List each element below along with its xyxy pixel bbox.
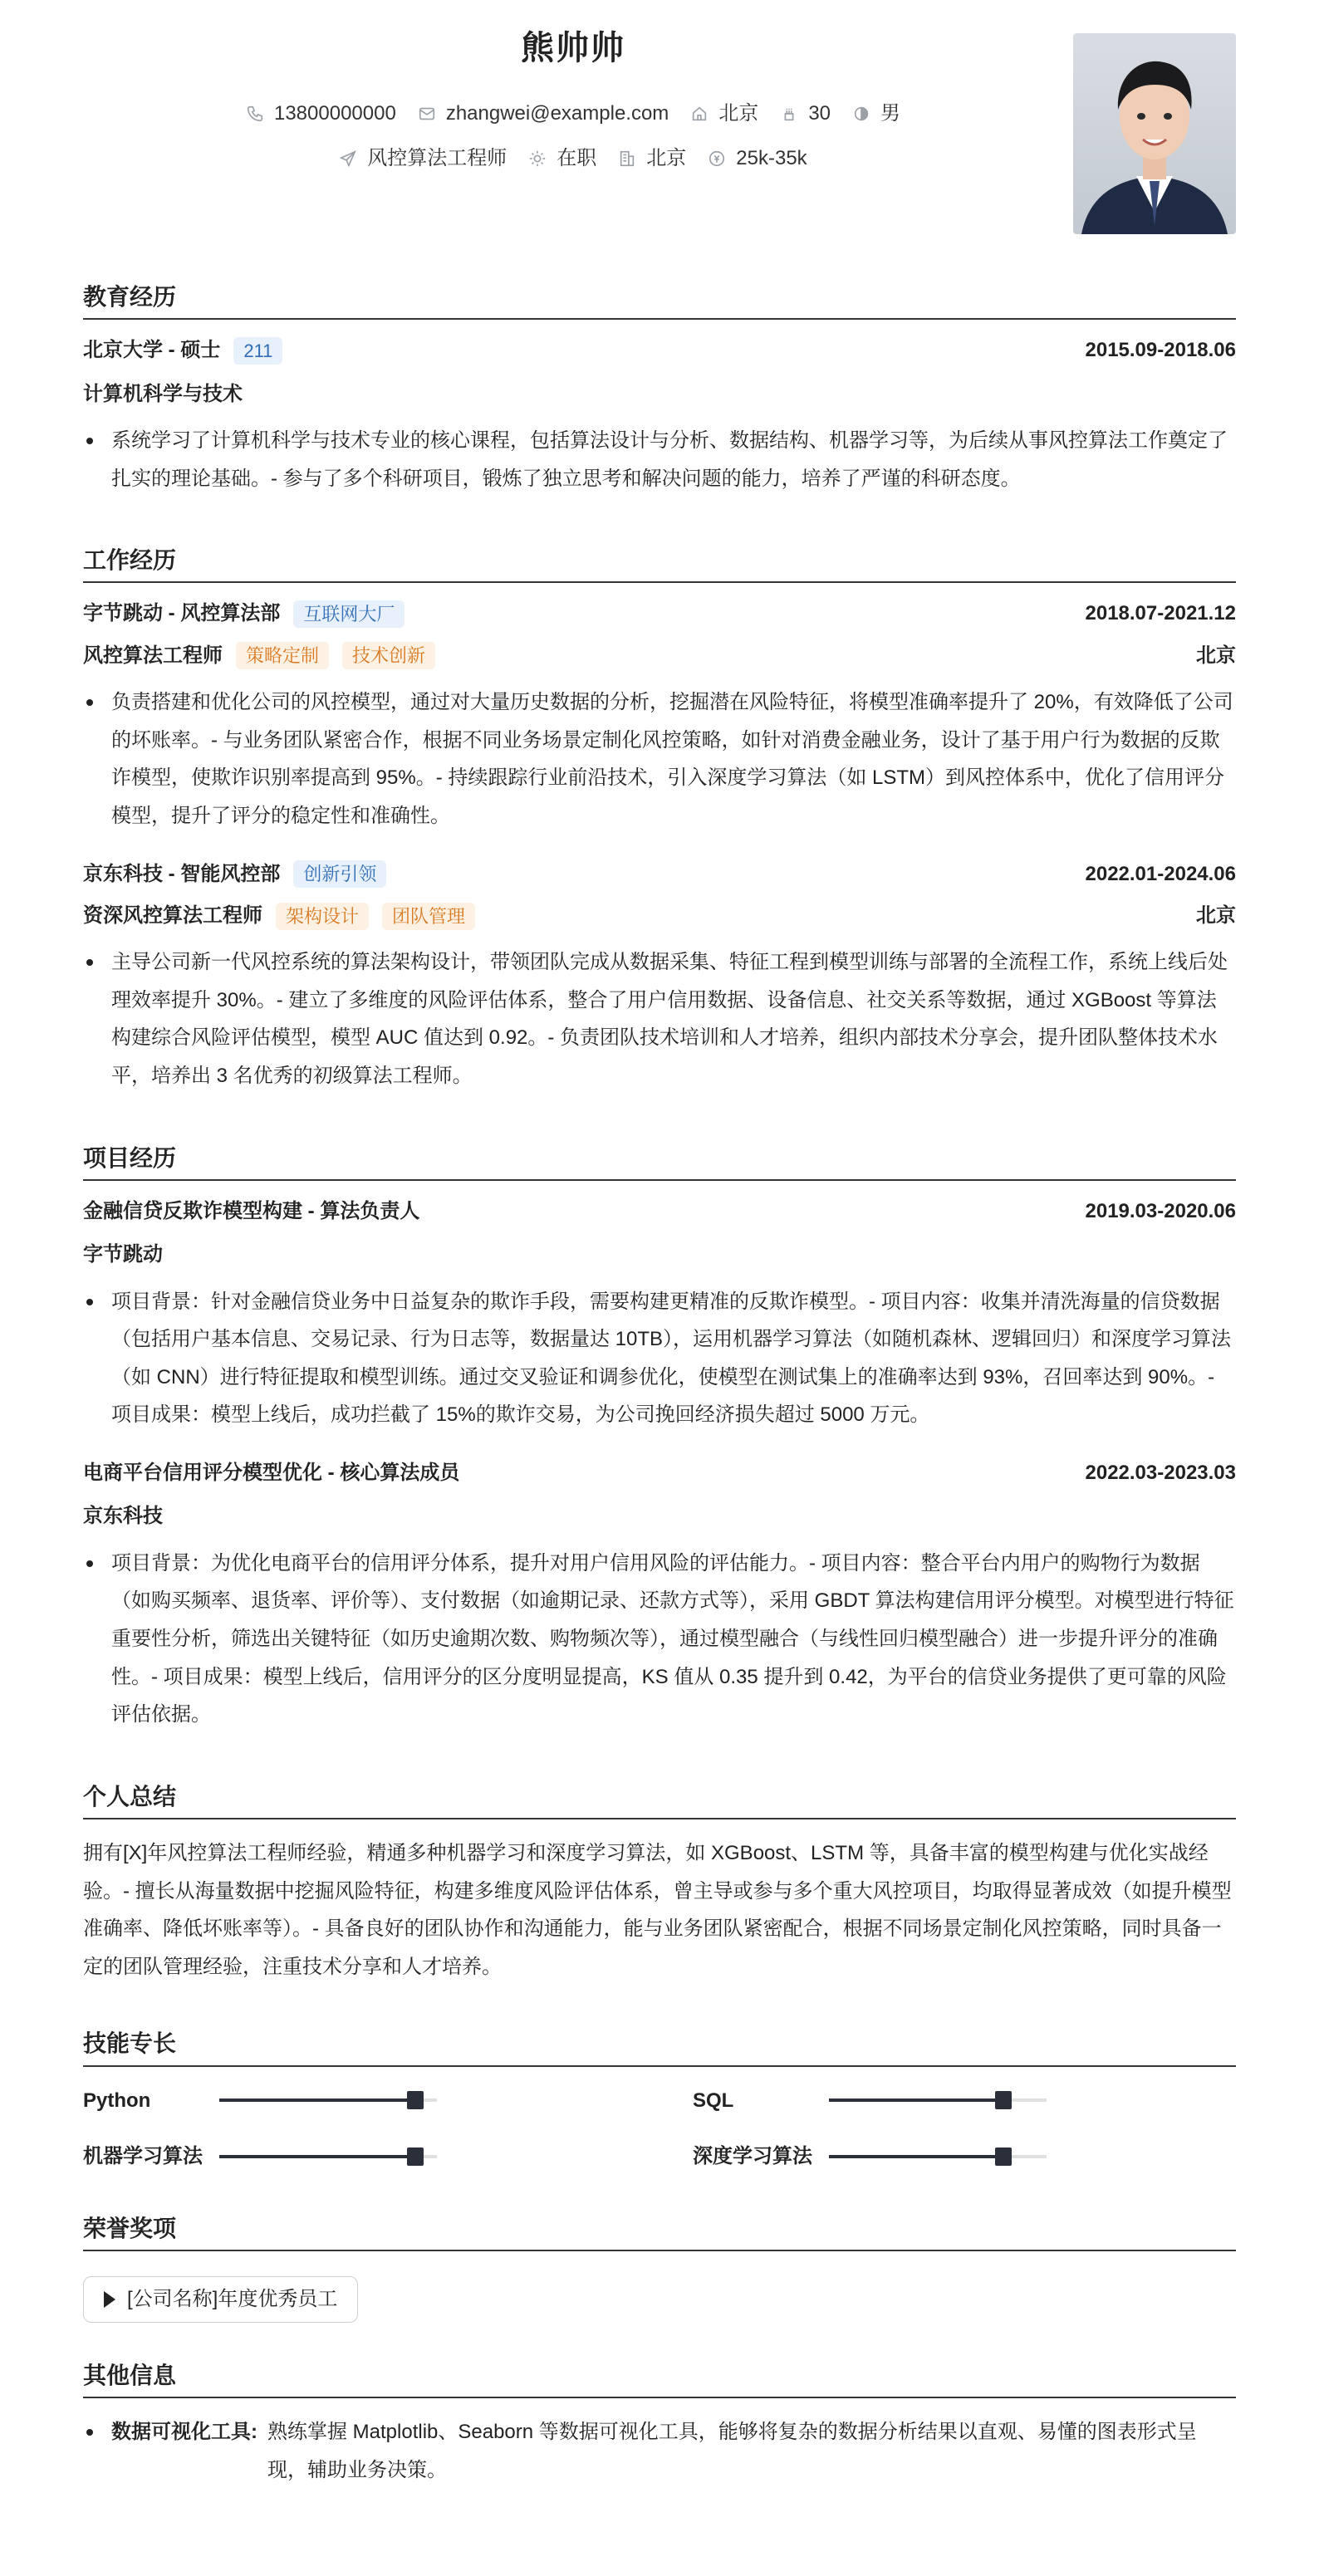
summary-text: 拥有[X]年风控算法工程师经验，精通多种机器学习和深度学习算法，如 XGBoost、LSTM 等，具备丰富的模型构建与优化实战经验。- 擅长从海量数据中挖掘风险特征，构建多维度风险评估体系，曾主导或参与多个重大风控项目，均取得显著成效（如提升模型准确率、降低坏账率等）。- 具备良好的团队协作和沟通能力，能与业务团队紧密配合，根据不同场景定制化风控策略，同时具备一定的团队管理经验，注重技术分享和人才培养。 — [83, 1841, 1232, 1978]
awards-section — [83, 2212, 1236, 2324]
skill-name: Python — [83, 2089, 151, 2112]
skill-name: SQL — [693, 2089, 734, 2112]
contact-row — [83, 100, 1063, 128]
gender-info — [852, 100, 900, 128]
work-header-row — [83, 598, 1236, 629]
send-icon — [339, 149, 357, 168]
location-info — [690, 100, 758, 128]
email-info — [418, 100, 669, 128]
caret-right-icon — [104, 2291, 115, 2308]
summary-title: 个人总结 — [83, 1780, 1236, 1819]
work-header-row — [83, 859, 1236, 890]
project-date: 2022.03-2023.03 — [1085, 1462, 1236, 1484]
work-role-row — [83, 900, 1236, 932]
salary-info — [708, 144, 807, 173]
skill-slider-fill — [829, 2155, 1003, 2158]
skill-slider-handle[interactable] — [407, 2147, 424, 2166]
role-name: 资深风控算法工程师 — [83, 904, 262, 927]
award-text: [公司名称]年度优秀员工 — [127, 2287, 338, 2310]
project-name: 电商平台信用评分模型优化 - 核心算法成员 — [83, 1462, 460, 1484]
awards-title: 荣誉奖项 — [83, 2212, 1236, 2251]
avatar-photo — [1073, 33, 1236, 234]
project-header-row — [83, 1196, 1236, 1227]
education-title: 教育经历 — [83, 281, 1236, 320]
other-section — [83, 2359, 1236, 2489]
other-label: 数据可视化工具: — [111, 2421, 257, 2444]
education-date: 2015.09-2018.06 — [1085, 339, 1236, 362]
project-name: 金融信贷反欺诈模型构建 - 算法负责人 — [83, 1199, 420, 1222]
skill-name: 深度学习算法 — [693, 2145, 812, 2168]
project-date: 2019.03-2020.06 — [1085, 1199, 1236, 1222]
work-date: 2022.01-2024.06 — [1085, 862, 1236, 885]
status-text: 在职 — [557, 147, 597, 169]
education-header-row — [83, 335, 1236, 366]
company-tag: 创新引领 — [293, 860, 386, 888]
award-item-toggle[interactable] — [83, 2276, 358, 2323]
role-tag: 技术创新 — [342, 642, 435, 669]
projects-title: 项目经历 — [83, 1142, 1236, 1181]
candidate-name: 熊帅帅 — [521, 30, 625, 66]
skill-slider[interactable] — [219, 2155, 437, 2158]
company-tag: 互联网大厂 — [293, 600, 405, 628]
education-org — [83, 335, 282, 366]
skill-item — [693, 2082, 1236, 2120]
education-section — [83, 281, 1236, 497]
role-tag: 架构设计 — [276, 903, 369, 930]
skill-slider-handle[interactable] — [407, 2091, 424, 2109]
skills-title: 技能专长 — [83, 2027, 1236, 2066]
skill-item — [83, 2082, 626, 2120]
work-org — [83, 859, 386, 890]
project-company: 京东科技 — [83, 1505, 163, 1528]
city-text: 北京 — [646, 147, 687, 169]
school-tag: 211 — [233, 337, 282, 365]
work-section — [83, 544, 1236, 1095]
skill-slider-fill — [219, 2155, 415, 2158]
school-name: 北京大学 - 硕士 — [83, 339, 221, 362]
skill-slider-handle[interactable] — [995, 2091, 1012, 2109]
skill-slider[interactable] — [829, 2155, 1047, 2158]
skills-grid — [83, 2082, 1236, 2176]
company-name: 京东科技 - 智能风控部 — [83, 862, 281, 885]
location-text: 北京 — [718, 102, 759, 125]
project-desc: 项目背景：针对金融信贷业务中日益复杂的欺诈手段，需要构建更精准的反欺诈模型。- 项目内容：收集并清洗海量的信贷数据（包括用户基本信息、交易记录、行为日志等，数据量达 10TB），运用机器学习算法（如随机森林、逻辑回归）和深度学习算法（如 CNN）进行特征提取和模型训练。通过交叉验证和调参优化，使模型在测试集上的准确率达到 93%，召回率达到 90%。- 项目成果：模型上线后，成功拦截了 15%的欺诈交易，为公司挽回经济损失超过 5000 万元。 — [83, 1283, 1236, 1434]
education-desc: 系统学习了计算机科学与技术专业的核心课程，包括算法设计与分析、数据结构、机器学习等，为后续从事风控算法工作奠定了扎实的理论基础。- 参与了多个科研项目，锻炼了独立思考和解决问题的能力，培养了严谨的科研态度。 — [83, 422, 1236, 497]
work-city: 北京 — [1196, 644, 1236, 667]
email-text: zhangwei@example.com — [445, 102, 669, 125]
work-item — [83, 859, 1236, 1095]
skill-item — [693, 2138, 1236, 2176]
salary-text: 25k-35k — [736, 147, 807, 169]
summary-section — [83, 1780, 1236, 1986]
status-info — [528, 144, 596, 173]
age-icon — [780, 105, 798, 123]
phone-text: 13800000000 — [273, 102, 396, 125]
skill-name: 机器学习算法 — [83, 2145, 203, 2168]
work-item — [83, 598, 1236, 835]
work-org — [83, 598, 405, 629]
project-item — [83, 1457, 1236, 1734]
phone-icon — [246, 105, 264, 123]
skill-slider-fill — [829, 2099, 1003, 2102]
education-major: 计算机科学与技术 — [83, 382, 243, 405]
skill-slider[interactable] — [219, 2099, 437, 2102]
skills-section — [83, 2027, 1236, 2175]
building-icon — [618, 149, 636, 168]
project-desc: 项目背景：为优化电商平台的信用评分体系，提升对用户信用风险的评估能力。- 项目内容：整合平台内用户的购物行为数据（如购买频率、退货率、评价等）、支付数据（如逾期记录、还款方式等），采用 GBDT 算法构建信用评分模型。对模型进行特征重要性分析，筛选出关键特征（如历史逾期次数、购物频次等），通过模型融合（与线性回归模型融合）进一步提升评分的准确性。- 项目成果：模型上线后，信用评分的区分度明显提高，KS 值从 0.35 提升到 0.42，为平台的信贷业务提供了更可靠的风险评估依据。 — [83, 1545, 1236, 1734]
job-title-text: 风控算法工程师 — [367, 147, 507, 169]
work-desc: 负责搭建和优化公司的风控模型，通过对大量历史数据的分析，挖掘潜在风险特征，将模型准确率提升了 20%，有效降低了公司的坏账率。- 与业务团队紧密合作，根据不同业务场景定制化风控策略，如针对消费金融业务，设计了基于用户行为数据的反欺诈模型，使欺诈识别率提高到 95%。- 持续跟踪行业前沿技术，引入深度学习算法（如 LSTM）到风控体系中，优化了信用评分模型，提升了评分的稳定性和准确性。 — [83, 683, 1236, 835]
work-role-row — [83, 640, 1236, 672]
city-info — [618, 144, 686, 173]
work-role — [83, 640, 435, 672]
other-title: 其他信息 — [83, 2359, 1236, 2398]
other-item — [83, 2413, 1236, 2489]
resume-header — [83, 0, 1236, 249]
project-header-row — [83, 1457, 1236, 1489]
work-date: 2018.07-2021.12 — [1085, 602, 1236, 625]
job-intent-row — [83, 144, 1063, 173]
mail-icon — [418, 105, 436, 123]
company-name: 字节跳动 - 风控算法部 — [83, 602, 281, 625]
project-item — [83, 1196, 1236, 1434]
work-desc: 主导公司新一代风控系统的算法架构设计，带领团队完成从数据采集、特征工程到模型训练与部署的全流程工作，系统上线后处理效率提升 30%。- 建立了多维度的风险评估体系，整合了用户信用数据、设备信息、社交关系等数据，通过 XGBoost 等算法构建综合风险评估模型，模型 AUC 值达到 0.92。- 负责团队技术培训和人才培养，组织内部技术分享会，提升团队整体技术水平，培养出 3 名优秀的初级算法工程师。 — [83, 943, 1236, 1095]
home-icon — [690, 105, 709, 123]
work-city: 北京 — [1196, 904, 1236, 927]
project-company: 字节跳动 — [83, 1243, 163, 1266]
age-info — [780, 100, 831, 128]
skill-slider-handle[interactable] — [995, 2147, 1012, 2166]
age-text: 30 — [808, 102, 831, 125]
other-text: 熟练掌握 Matplotlib、Seaborn 等数据可视化工具，能够将复杂的数据分析结果以直观、易懂的图表形式呈现，辅助业务决策。 — [267, 2421, 1197, 2482]
status-icon — [528, 149, 547, 168]
skill-slider[interactable] — [829, 2099, 1047, 2102]
role-tag: 策略定制 — [236, 642, 329, 669]
coin-icon — [708, 149, 726, 168]
phone-info — [246, 100, 396, 128]
job-info — [339, 144, 507, 173]
gender-icon — [852, 105, 870, 123]
projects-section — [83, 1142, 1236, 1734]
role-name: 风控算法工程师 — [83, 644, 223, 667]
gender-text: 男 — [880, 102, 901, 125]
role-tag: 团队管理 — [382, 903, 475, 930]
skill-slider-fill — [219, 2099, 415, 2102]
work-title: 工作经历 — [83, 544, 1236, 583]
skill-item — [83, 2138, 626, 2176]
work-role — [83, 900, 475, 932]
